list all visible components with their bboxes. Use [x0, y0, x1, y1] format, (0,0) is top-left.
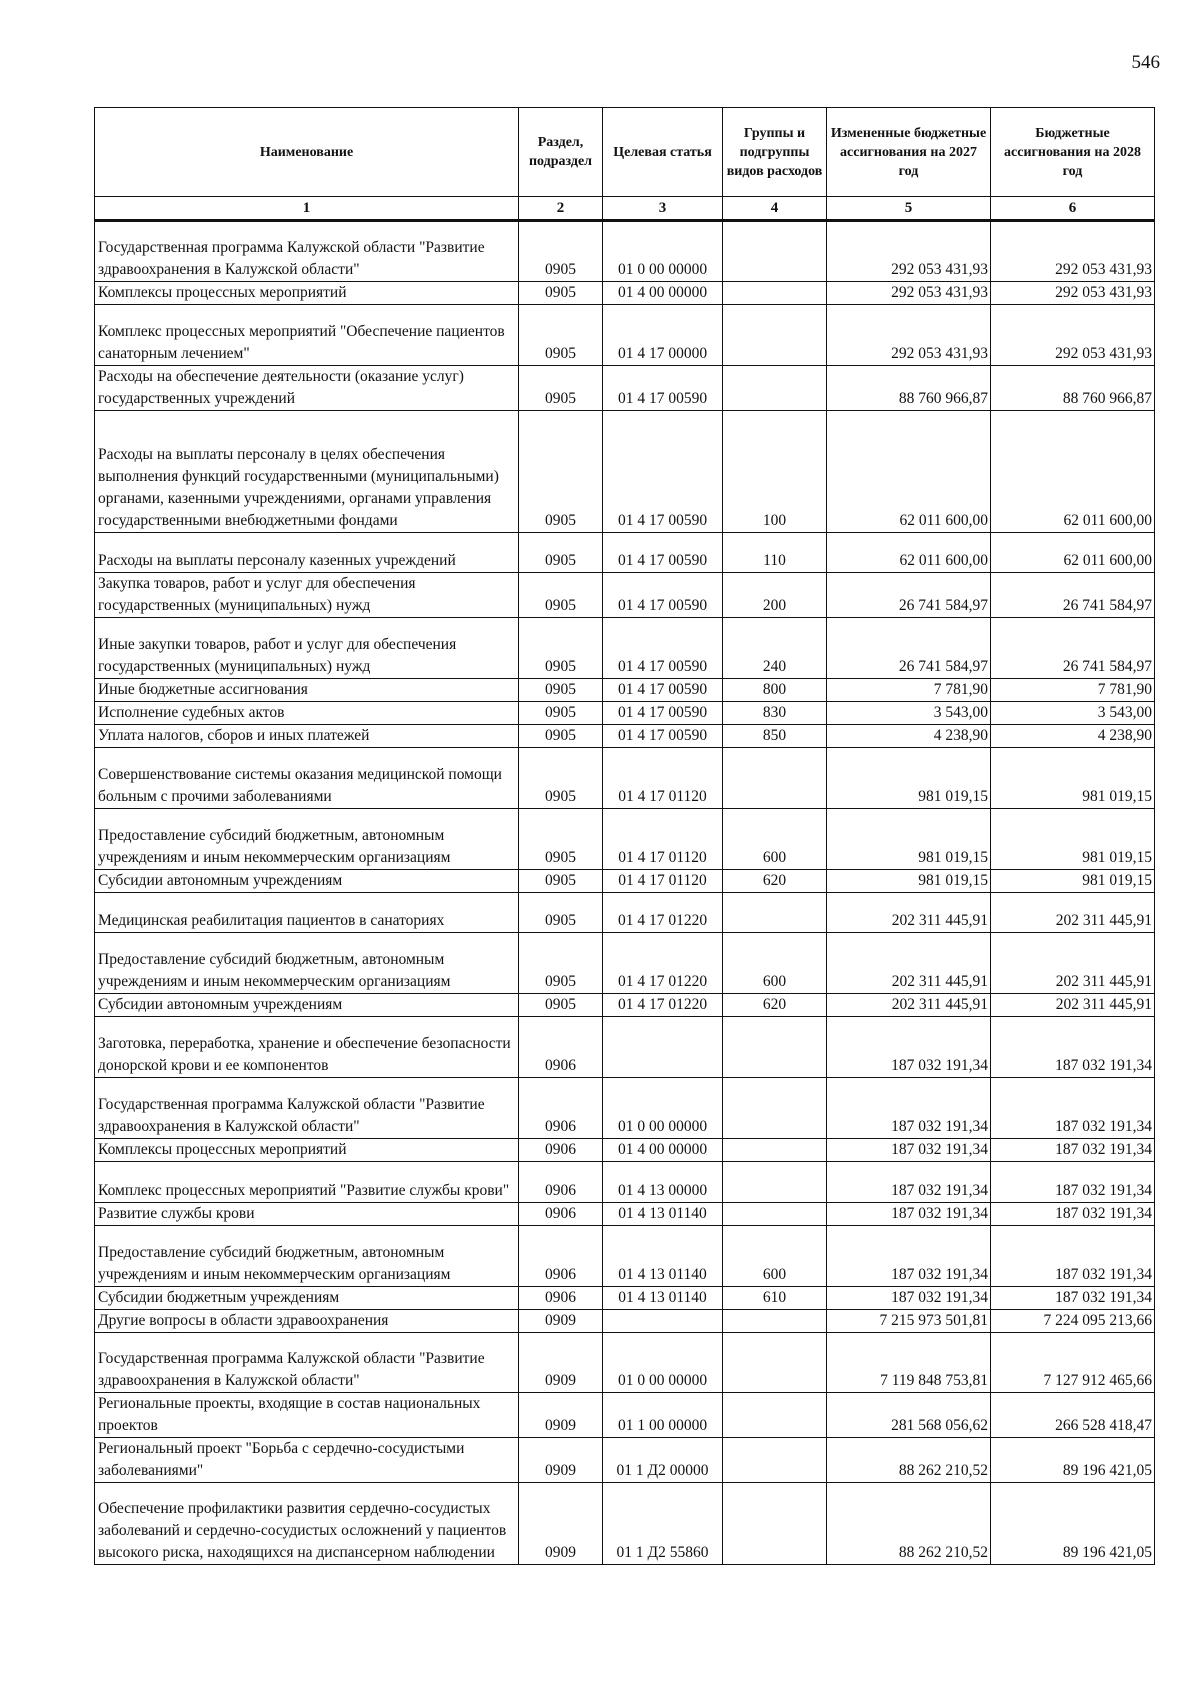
- header-target: Целевая статья: [603, 108, 723, 197]
- cell-name: Государственная программа Калужской области "Развитие здравоохранения в Калужской области": [95, 1332, 519, 1393]
- cell-2027: 187 032 191,34: [827, 1017, 991, 1078]
- cell-2027: 88 262 210,52: [827, 1438, 991, 1483]
- cell-target: 01 4 13 00000: [603, 1162, 723, 1203]
- cell-2027: 292 053 431,93: [827, 304, 991, 365]
- cell-name: Уплата налогов, сборов и иных платежей: [95, 725, 519, 748]
- cell-target: 01 0 00 00000: [603, 1332, 723, 1393]
- cell-target: 01 4 17 00000: [603, 304, 723, 365]
- cell-2028: 89 196 421,05: [991, 1483, 1155, 1564]
- cell-name: Обеспечение профилактики развития сердечно-сосудистых заболеваний и сердечно-сосудистых осложнений у пациентов высокого риска, находящихся на диспансерном наблюдении: [95, 1483, 519, 1564]
- cell-2028: 266 528 418,47: [991, 1393, 1155, 1438]
- cell-name: Субсидии автономным учреждениям: [95, 869, 519, 892]
- cell-target: 01 4 13 01140: [603, 1286, 723, 1309]
- cell-name: Закупка товаров, работ и услуг для обеспечения государственных (муниципальных) нужд: [95, 573, 519, 618]
- cell-section: 0909: [519, 1393, 603, 1438]
- cell-2027: 981 019,15: [827, 869, 991, 892]
- cell-group: 600: [723, 808, 827, 869]
- cell-name: Расходы на выплаты персоналу казенных учреждений: [95, 532, 519, 573]
- cell-group: 600: [723, 933, 827, 994]
- cell-2028: 187 032 191,34: [991, 1139, 1155, 1162]
- cell-name: Комплексы процессных мероприятий: [95, 1139, 519, 1162]
- cell-2027: 202 311 445,91: [827, 892, 991, 933]
- table-row: [95, 532, 1155, 573]
- cell-section: 0905: [519, 869, 603, 892]
- cell-name: Комплекс процессных мероприятий "Обеспечение пациентов санаторным лечением": [95, 304, 519, 365]
- cell-name: Заготовка, переработка, хранение и обеспечение безопасности донорской крови и ее компонентов: [95, 1017, 519, 1078]
- cell-2028: 187 032 191,34: [991, 1202, 1155, 1225]
- cell-section: 0905: [519, 994, 603, 1017]
- cell-name: Расходы на выплаты персоналу в целях обеспечения выполнения функций государственными (муниципальными) органами, казенными учреждениями, органами управления государственными внебюджетными фондами: [95, 410, 519, 532]
- cell-2028: 187 032 191,34: [991, 1162, 1155, 1203]
- cell-2027: 187 032 191,34: [827, 1078, 991, 1139]
- column-number: 2: [519, 197, 603, 221]
- cell-2028: 62 011 600,00: [991, 532, 1155, 573]
- table-row: [95, 808, 1155, 869]
- cell-2028: 292 053 431,93: [991, 281, 1155, 304]
- cell-2028: 3 543,00: [991, 702, 1155, 725]
- cell-name: Исполнение судебных актов: [95, 702, 519, 725]
- cell-target: 01 4 17 00590: [603, 679, 723, 702]
- cell-2028: 292 053 431,93: [991, 221, 1155, 282]
- cell-2028: 292 053 431,93: [991, 304, 1155, 365]
- cell-name: Предоставление субсидий бюджетным, автономным учреждениям и иным некоммерческим организациям: [95, 933, 519, 994]
- cell-name: Субсидии бюджетным учреждениям: [95, 1286, 519, 1309]
- cell-section: 0905: [519, 892, 603, 933]
- cell-2028: 202 311 445,91: [991, 933, 1155, 994]
- cell-target: 01 4 00 00000: [603, 1139, 723, 1162]
- table-body: [95, 221, 1155, 1565]
- cell-2028: 981 019,15: [991, 748, 1155, 809]
- cell-target: [603, 1309, 723, 1332]
- cell-name: Иные закупки товаров, работ и услуг для обеспечения государственных (муниципальных) нужд: [95, 618, 519, 679]
- cell-section: 0905: [519, 221, 603, 282]
- cell-name: Медицинская реабилитация пациентов в санаториях: [95, 892, 519, 933]
- cell-2027: 26 741 584,97: [827, 618, 991, 679]
- cell-group: 830: [723, 702, 827, 725]
- cell-target: 01 4 17 00590: [603, 410, 723, 532]
- cell-name: Развитие службы крови: [95, 1202, 519, 1225]
- cell-name: Комплекс процессных мероприятий "Развитие службы крови": [95, 1162, 519, 1203]
- table-row: [95, 702, 1155, 725]
- cell-target: 01 4 13 01140: [603, 1202, 723, 1225]
- cell-section: 0905: [519, 725, 603, 748]
- cell-target: 01 4 17 00590: [603, 702, 723, 725]
- cell-2028: 7 127 912 465,66: [991, 1332, 1155, 1393]
- column-number: 5: [827, 197, 991, 221]
- cell-target: 01 1 00 00000: [603, 1393, 723, 1438]
- cell-2028: 981 019,15: [991, 808, 1155, 869]
- cell-group: [723, 1139, 827, 1162]
- cell-2028: 4 238,90: [991, 725, 1155, 748]
- cell-section: 0905: [519, 933, 603, 994]
- cell-section: 0905: [519, 618, 603, 679]
- header-section: Раздел, подраздел: [519, 108, 603, 197]
- cell-group: 110: [723, 532, 827, 573]
- cell-group: [723, 1078, 827, 1139]
- cell-2027: 4 238,90: [827, 725, 991, 748]
- cell-2027: 7 781,90: [827, 679, 991, 702]
- cell-name: Региональный проект "Борьба с сердечно-сосудистыми заболеваниями": [95, 1438, 519, 1483]
- cell-name: Другие вопросы в области здравоохранения: [95, 1309, 519, 1332]
- cell-group: 850: [723, 725, 827, 748]
- cell-group: 620: [723, 869, 827, 892]
- cell-section: 0906: [519, 1017, 603, 1078]
- table-row: [95, 933, 1155, 994]
- cell-2027: 7 215 973 501,81: [827, 1309, 991, 1332]
- cell-section: 0905: [519, 410, 603, 532]
- cell-section: 0909: [519, 1483, 603, 1564]
- cell-2027: 187 032 191,34: [827, 1162, 991, 1203]
- cell-section: 0906: [519, 1162, 603, 1203]
- cell-name: Субсидии автономным учреждениям: [95, 994, 519, 1017]
- cell-group: [723, 748, 827, 809]
- table-row: [95, 1332, 1155, 1393]
- table-row: [95, 1139, 1155, 1162]
- header-2027: Измененные бюджетные ассигнования на 2027 год: [827, 108, 991, 197]
- header-name: Наименование: [95, 108, 519, 197]
- cell-2028: 187 032 191,34: [991, 1078, 1155, 1139]
- cell-2028: 26 741 584,97: [991, 618, 1155, 679]
- cell-section: 0905: [519, 679, 603, 702]
- cell-section: 0906: [519, 1139, 603, 1162]
- page-number: 546: [1131, 52, 1160, 73]
- cell-2028: 981 019,15: [991, 869, 1155, 892]
- table-row: [95, 892, 1155, 933]
- cell-group: [723, 892, 827, 933]
- cell-name: Расходы на обеспечение деятельности (оказание услуг) государственных учреждений: [95, 365, 519, 410]
- cell-group: [723, 1017, 827, 1078]
- table-row: [95, 1309, 1155, 1332]
- table-row: [95, 304, 1155, 365]
- cell-target: 01 4 17 00590: [603, 532, 723, 573]
- table-row: [95, 1286, 1155, 1309]
- table-row: [95, 1202, 1155, 1225]
- cell-2028: 187 032 191,34: [991, 1286, 1155, 1309]
- column-number: 4: [723, 197, 827, 221]
- table-row: [95, 281, 1155, 304]
- cell-2028: 89 196 421,05: [991, 1438, 1155, 1483]
- cell-2027: 292 053 431,93: [827, 281, 991, 304]
- cell-section: 0906: [519, 1286, 603, 1309]
- header-2028: Бюджетные ассигнования на 2028 год: [991, 108, 1155, 197]
- cell-2028: 202 311 445,91: [991, 892, 1155, 933]
- table-row: [95, 1483, 1155, 1564]
- cell-target: [603, 1017, 723, 1078]
- cell-2028: 88 760 966,87: [991, 365, 1155, 410]
- cell-name: Предоставление субсидий бюджетным, автономным учреждениям и иным некоммерческим организациям: [95, 808, 519, 869]
- cell-2027: 88 262 210,52: [827, 1483, 991, 1564]
- cell-name: Государственная программа Калужской области "Развитие здравоохранения в Калужской области": [95, 221, 519, 282]
- cell-2028: 187 032 191,34: [991, 1225, 1155, 1286]
- cell-section: 0905: [519, 702, 603, 725]
- cell-target: 01 4 17 00590: [603, 725, 723, 748]
- cell-section: 0905: [519, 808, 603, 869]
- cell-group: [723, 1483, 827, 1564]
- cell-target: 01 4 17 00590: [603, 573, 723, 618]
- table-row: [95, 1078, 1155, 1139]
- cell-section: 0905: [519, 304, 603, 365]
- cell-group: 620: [723, 994, 827, 1017]
- cell-2027: 3 543,00: [827, 702, 991, 725]
- cell-group: [723, 221, 827, 282]
- table-row: [95, 679, 1155, 702]
- cell-2028: 7 781,90: [991, 679, 1155, 702]
- cell-section: 0905: [519, 532, 603, 573]
- cell-target: 01 4 17 01120: [603, 869, 723, 892]
- table-row: [95, 1225, 1155, 1286]
- table-row: [95, 573, 1155, 618]
- cell-2027: 62 011 600,00: [827, 532, 991, 573]
- column-number-row: [95, 197, 1155, 221]
- cell-name: Региональные проекты, входящие в состав национальных проектов: [95, 1393, 519, 1438]
- table-row: [95, 869, 1155, 892]
- cell-target: 01 4 00 00000: [603, 281, 723, 304]
- cell-2028: 7 224 095 213,66: [991, 1309, 1155, 1332]
- cell-2027: 292 053 431,93: [827, 221, 991, 282]
- table-row: [95, 1438, 1155, 1483]
- cell-name: Предоставление субсидий бюджетным, автономным учреждениям и иным некоммерческим организациям: [95, 1225, 519, 1286]
- cell-group: [723, 304, 827, 365]
- cell-section: 0905: [519, 573, 603, 618]
- cell-target: 01 4 17 00590: [603, 618, 723, 679]
- table-row: [95, 1017, 1155, 1078]
- cell-target: 01 1 Д2 55860: [603, 1483, 723, 1564]
- cell-2027: 202 311 445,91: [827, 994, 991, 1017]
- cell-target: 01 4 17 01220: [603, 994, 723, 1017]
- column-number: 3: [603, 197, 723, 221]
- cell-2027: 26 741 584,97: [827, 573, 991, 618]
- cell-2028: 202 311 445,91: [991, 994, 1155, 1017]
- cell-group: 610: [723, 1286, 827, 1309]
- table-row: [95, 1162, 1155, 1203]
- table-row: [95, 748, 1155, 809]
- cell-2027: 187 032 191,34: [827, 1139, 991, 1162]
- cell-2028: 187 032 191,34: [991, 1017, 1155, 1078]
- cell-2027: 981 019,15: [827, 808, 991, 869]
- table-row: [95, 365, 1155, 410]
- cell-name: Совершенствование системы оказания медицинской помощи больным с прочими заболеваниями: [95, 748, 519, 809]
- cell-group: 800: [723, 679, 827, 702]
- cell-target: 01 4 17 00590: [603, 365, 723, 410]
- cell-section: 0909: [519, 1309, 603, 1332]
- cell-section: 0905: [519, 281, 603, 304]
- table-row: [95, 221, 1155, 282]
- cell-2028: 62 011 600,00: [991, 410, 1155, 532]
- cell-target: 01 0 00 00000: [603, 221, 723, 282]
- budget-table: [94, 107, 1155, 1565]
- cell-target: 01 4 17 01120: [603, 808, 723, 869]
- cell-target: 01 4 17 01120: [603, 748, 723, 809]
- cell-2027: 981 019,15: [827, 748, 991, 809]
- cell-2027: 88 760 966,87: [827, 365, 991, 410]
- cell-group: 600: [723, 1225, 827, 1286]
- cell-target: 01 4 17 01220: [603, 933, 723, 994]
- cell-target: 01 4 17 01220: [603, 892, 723, 933]
- column-number: 1: [95, 197, 519, 221]
- cell-target: 01 4 13 01140: [603, 1225, 723, 1286]
- cell-target: 01 0 00 00000: [603, 1078, 723, 1139]
- table-row: [95, 994, 1155, 1017]
- cell-group: [723, 1332, 827, 1393]
- cell-section: 0906: [519, 1202, 603, 1225]
- cell-section: 0905: [519, 365, 603, 410]
- cell-section: 0909: [519, 1438, 603, 1483]
- column-number: 6: [991, 197, 1155, 221]
- cell-group: [723, 1162, 827, 1203]
- cell-name: Государственная программа Калужской области "Развитие здравоохранения в Калужской области": [95, 1078, 519, 1139]
- cell-group: [723, 281, 827, 304]
- cell-group: 200: [723, 573, 827, 618]
- table-row: [95, 1393, 1155, 1438]
- cell-section: 0905: [519, 748, 603, 809]
- cell-group: [723, 1438, 827, 1483]
- cell-2027: 62 011 600,00: [827, 410, 991, 532]
- cell-2027: 187 032 191,34: [827, 1202, 991, 1225]
- cell-2028: 26 741 584,97: [991, 573, 1155, 618]
- table-row: [95, 410, 1155, 532]
- table-header-row: [95, 108, 1155, 197]
- cell-2027: 187 032 191,34: [827, 1286, 991, 1309]
- cell-section: 0906: [519, 1078, 603, 1139]
- cell-section: 0906: [519, 1225, 603, 1286]
- cell-target: 01 1 Д2 00000: [603, 1438, 723, 1483]
- table-row: [95, 618, 1155, 679]
- cell-group: [723, 1309, 827, 1332]
- cell-group: 240: [723, 618, 827, 679]
- cell-section: 0909: [519, 1332, 603, 1393]
- cell-group: [723, 1202, 827, 1225]
- cell-group: [723, 365, 827, 410]
- cell-2027: 202 311 445,91: [827, 933, 991, 994]
- cell-2027: 7 119 848 753,81: [827, 1332, 991, 1393]
- cell-name: Иные бюджетные ассигнования: [95, 679, 519, 702]
- header-group: Группы и подгруппы видов расходов: [723, 108, 827, 197]
- table-row: [95, 725, 1155, 748]
- cell-2027: 187 032 191,34: [827, 1225, 991, 1286]
- cell-group: 100: [723, 410, 827, 532]
- cell-group: [723, 1393, 827, 1438]
- cell-name: Комплексы процессных мероприятий: [95, 281, 519, 304]
- cell-2027: 281 568 056,62: [827, 1393, 991, 1438]
